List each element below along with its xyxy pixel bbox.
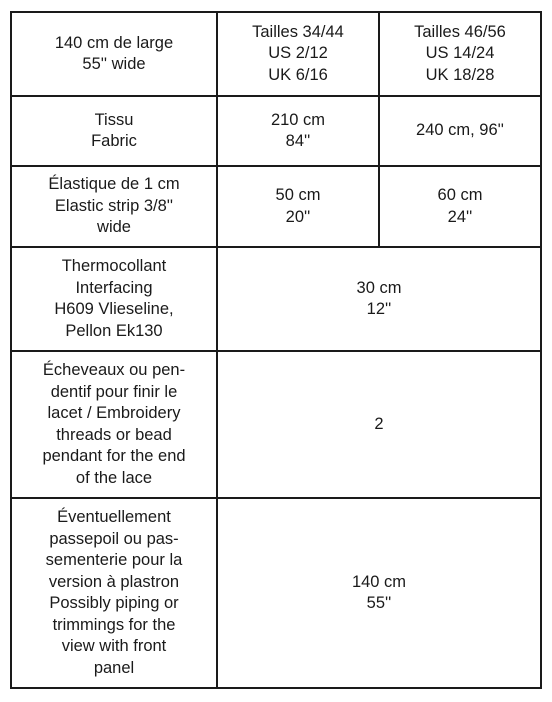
row-label: Éventuellement passepoil ou pas- sementerie pour la version à plastron Possibly piping or trimmings for the view with front panel: [11, 498, 217, 688]
sizes-large-header: Tailles 46/56 US 14/24 UK 18/28: [379, 12, 541, 96]
row-label: Thermocollant Interfacing H609 Vlieseline, Pellon Ek130: [11, 247, 217, 351]
value-large: 60 cm 24'': [379, 166, 541, 247]
fabric-width-cell: 140 cm de large 55'' wide: [11, 12, 217, 96]
table-row: [11, 166, 541, 247]
table-row: [11, 247, 541, 351]
value-large: 240 cm, 96'': [379, 96, 541, 166]
value-all-sizes: 140 cm 55'': [217, 498, 541, 688]
value-small: 50 cm 20'': [217, 166, 379, 247]
value-all-sizes: 30 cm 12'': [217, 247, 541, 351]
materials-table: [10, 11, 542, 689]
table-row: [11, 96, 541, 166]
row-label: Écheveaux ou pen- dentif pour finir le lacet / Embroidery threads or bead pendant for the end of the lace: [11, 351, 217, 498]
sizes-small-header: Tailles 34/44 US 2/12 UK 6/16: [217, 12, 379, 96]
table-row: [11, 498, 541, 688]
row-label: Élastique de 1 cm Elastic strip 3/8'' wide: [11, 166, 217, 247]
table-row: [11, 351, 541, 498]
value-small: 210 cm 84'': [217, 96, 379, 166]
row-label: Tissu Fabric: [11, 96, 217, 166]
table-header-row: [11, 12, 541, 96]
value-all-sizes: 2: [217, 351, 541, 498]
